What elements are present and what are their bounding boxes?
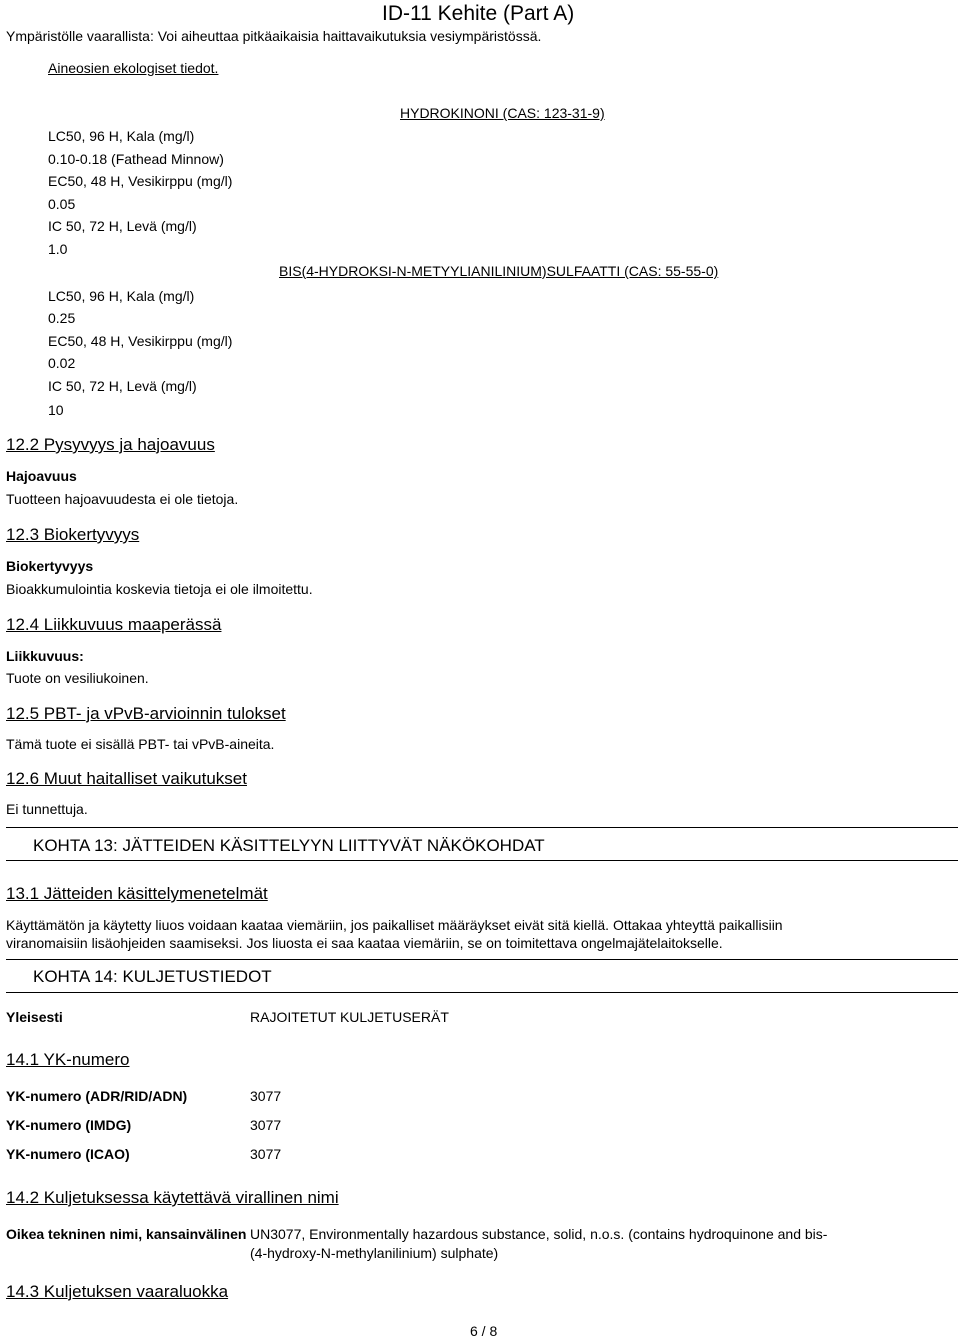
section-12-5-text: Tämä tuote ei sisällä PBT- tai vPvB-aineita. <box>6 736 275 752</box>
eco-section-title: Aineosien ekologiset tiedot. <box>48 60 219 76</box>
eco-label: LC50, 96 H, Kala (mg/l) <box>48 128 195 144</box>
section-12-2-text: Tuotteen hajoavuudesta ei ole tietoja. <box>6 491 239 507</box>
section-12-3-subheading: Biokertyvyys <box>6 558 94 574</box>
section-12-4-text: Tuote on vesiliukoinen. <box>6 670 149 686</box>
section-13-bottom-rule <box>6 860 958 861</box>
env-hazard-statement: Ympäristölle vaarallista: Voi aiheuttaa pitkäaikaisia haittavaikutuksia vesiympäristössä. <box>6 28 542 44</box>
un-number-value: 3077 <box>250 1146 282 1162</box>
section-12-5-heading: 12.5 PBT- ja vPvB-arvioinnin tulokset <box>6 704 286 723</box>
section-14-bottom-rule <box>6 992 958 993</box>
transport-general-label: Yleisesti <box>6 1009 63 1025</box>
section-12-6-heading: 12.6 Muut haitalliset vaikutukset <box>6 769 247 788</box>
document-title: ID-11 Kehite (Part A) <box>382 2 575 25</box>
section-12-3-heading: 12.3 Biokertyvyys <box>6 525 140 544</box>
section-13-1-text-line2: viranomaisiin lisäohjeiden saamiseksi. Jos liuosta ei saa kaataa viemäriin, se on toimitettava ongelmajätelaitokselle. <box>6 935 723 951</box>
un-number-label: YK-numero (IMDG) <box>6 1117 132 1133</box>
section-12-2-subheading: Hajoavuus <box>6 468 77 484</box>
section-14-top-rule <box>6 959 958 960</box>
eco-value: 0.02 <box>48 355 76 371</box>
eco-label: LC50, 96 H, Kala (mg/l) <box>48 288 195 304</box>
proper-shipping-name-line1: UN3077, Environmentally hazardous substance, solid, n.o.s. (contains hydroquinone and bis- <box>250 1226 828 1242</box>
section-13-title: KOHTA 13: JÄTTEIDEN KÄSITTELYYN LIITTYVÄT NÄKÖKOHDAT <box>33 836 545 855</box>
section-13-top-rule <box>6 827 958 828</box>
eco-value: 0.25 <box>48 310 76 326</box>
section-13-1-heading: 13.1 Jätteiden käsittelymenetelmät <box>6 884 268 903</box>
section-12-4-subheading: Liikkuvuus: <box>6 648 84 664</box>
eco-label: EC50, 48 H, Vesikirppu (mg/l) <box>48 333 233 349</box>
section-12-2-heading: 12.2 Pysyvyys ja hajoavuus <box>6 435 215 454</box>
bis-sulfate-label: BIS(4-HYDROKSI-N-METYYLIANILINIUM)SULFAATTI (CAS: 55-55-0) <box>279 263 719 279</box>
eco-label: EC50, 48 H, Vesikirppu (mg/l) <box>48 173 233 189</box>
eco-value: 0.05 <box>48 196 76 212</box>
eco-value: 10 <box>48 402 64 418</box>
eco-value: 0.10-0.18 (Fathead Minnow) <box>48 151 224 167</box>
hydroquinone-label: HYDROKINONI (CAS: 123-31-9) <box>400 105 605 121</box>
section-14-2-heading: 14.2 Kuljetuksessa käytettävä virallinen nimi <box>6 1188 339 1207</box>
eco-label: IC 50, 72 H, Levä (mg/l) <box>48 378 197 394</box>
section-13-1-text-line1: Käyttämätön ja käytetty liuos voidaan kaataa viemäriin, jos paikalliset määräykset eivät sitä kiellä. Ottakaa yhteyttä paikallisiin <box>6 917 783 933</box>
section-14-1-heading: 14.1 YK-numero <box>6 1050 130 1069</box>
eco-value: 1.0 <box>48 241 68 257</box>
un-number-label: YK-numero (ICAO) <box>6 1146 130 1162</box>
section-12-3-text: Bioakkumulointia koskevia tietoja ei ole ilmoitettu. <box>6 581 313 597</box>
section-14-3-heading: 14.3 Kuljetuksen vaaraluokka <box>6 1282 229 1301</box>
page-number: 6 / 8 <box>470 1323 498 1339</box>
un-number-value: 3077 <box>250 1117 282 1133</box>
eco-label: IC 50, 72 H, Levä (mg/l) <box>48 218 197 234</box>
un-number-label: YK-numero (ADR/RID/ADN) <box>6 1088 188 1104</box>
un-number-value: 3077 <box>250 1088 282 1104</box>
section-12-6-text: Ei tunnettuja. <box>6 801 88 817</box>
section-12-4-heading: 12.4 Liikkuvuus maaperässä <box>6 615 222 634</box>
transport-general-value: RAJOITETUT KULJETUSERÄT <box>250 1009 449 1025</box>
proper-shipping-name-line2: (4-hydroxy-N-methylanilinium) sulphate) <box>250 1245 499 1261</box>
section-14-title: KOHTA 14: KULJETUSTIEDOT <box>33 967 272 986</box>
proper-shipping-name-label: Oikea tekninen nimi, kansainvälinen <box>6 1226 247 1242</box>
